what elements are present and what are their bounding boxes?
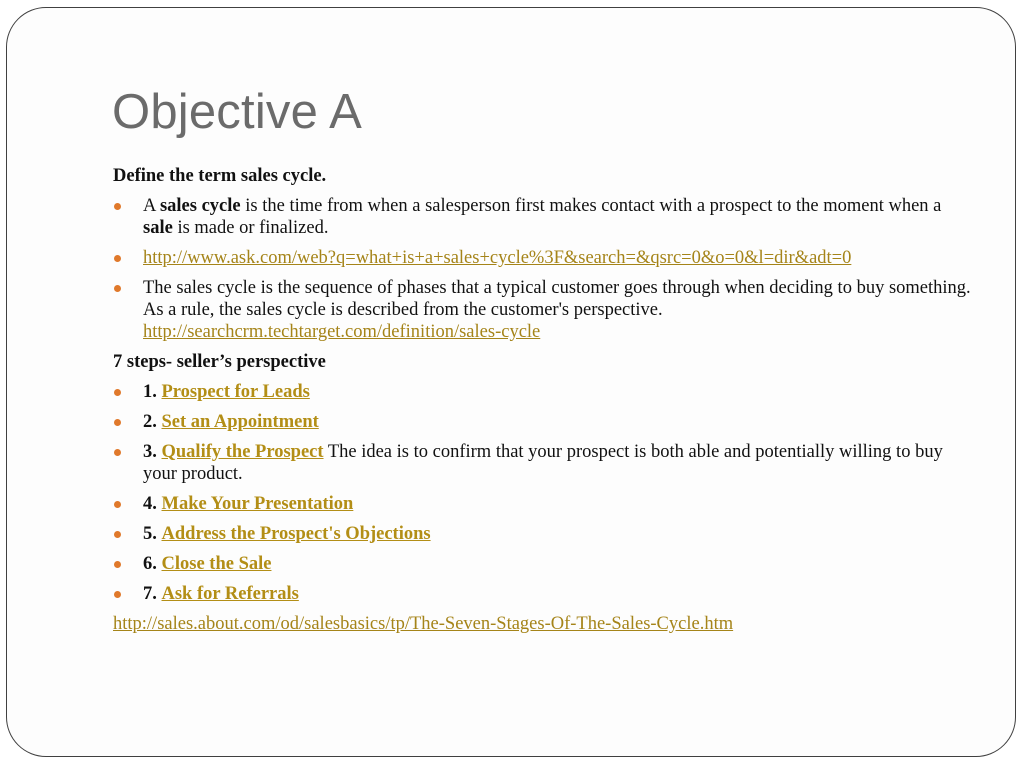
bullet-dot-icon — [114, 419, 121, 426]
step-number: 1. — [143, 382, 157, 402]
about-com-link[interactable]: http://sales.about.com/od/salesbasics/tp/The-Seven-Stages-Of-The-Sales-Cycle.htm — [113, 614, 734, 634]
bullet-dot-icon — [114, 285, 121, 292]
step-item — [113, 553, 973, 575]
bullet-dot-icon — [114, 449, 121, 456]
list-item — [113, 195, 973, 239]
bullet-dot-icon — [114, 389, 121, 396]
slide-title: Objective A — [112, 85, 363, 139]
step-number: 2. — [143, 412, 157, 432]
bullet-dot-icon — [114, 531, 121, 538]
section-heading-definition: Define the term sales cycle. — [113, 166, 327, 186]
step-number: 4. — [143, 494, 157, 514]
step-number: 7. — [143, 584, 157, 604]
bullet-dot-icon — [114, 203, 121, 210]
term-sales-cycle: sales cycle — [159, 196, 241, 216]
ask-com-link[interactable]: http://www.ask.com/web?q=what+is+a+sales+cycle%3F&search=&qsrc=0&o=0&l=dir&adt=0 — [143, 248, 852, 268]
term-sale: sale — [143, 218, 173, 238]
step-item — [113, 441, 973, 485]
bullet-text-prefix: A — [143, 196, 160, 216]
step-link-ask-referrals[interactable]: Ask for Referrals — [161, 584, 299, 604]
step-link-make-presentation[interactable]: Make Your Presentation — [161, 494, 354, 514]
list-item — [113, 277, 973, 343]
bullet-dot-icon — [114, 255, 121, 262]
step-link-prospect-for-leads[interactable]: Prospect for Leads — [161, 382, 310, 402]
techtarget-link[interactable]: http://searchcrm.techtarget.com/definition/sales-cycle — [143, 322, 541, 342]
bullet-dot-icon — [114, 501, 121, 508]
definition-list — [113, 195, 973, 343]
step-number: 5. — [143, 524, 157, 544]
source-paragraph — [113, 613, 973, 635]
step-link-close-sale[interactable]: Close the Sale — [161, 554, 272, 574]
step-link-qualify-prospect[interactable]: Qualify the Prospect — [161, 442, 324, 462]
bullet-text-suffix: is made or finalized. — [172, 218, 329, 238]
step-item — [113, 411, 973, 433]
step-number: 6. — [143, 554, 157, 574]
step-number: 3. — [143, 442, 157, 462]
step-description: The idea is to confirm that your prospect is both able and potentially willing to buy your product. — [143, 442, 943, 484]
list-item — [113, 247, 973, 269]
step-item — [113, 493, 973, 515]
step-item — [113, 523, 973, 545]
sales-cycle-description: The sales cycle is the sequence of phases that a typical customer goes through when deciding to buy something. As a rule, the sales cycle is described from the customer's perspective. — [143, 278, 971, 320]
step-item — [113, 583, 973, 605]
steps-list — [113, 381, 973, 605]
bullet-dot-icon — [114, 561, 121, 568]
section-heading-steps: 7 steps- seller’s perspective — [113, 352, 326, 372]
slide-content — [113, 165, 973, 643]
step-link-address-objections[interactable]: Address the Prospect's Objections — [161, 524, 431, 544]
bullet-dot-icon — [114, 591, 121, 598]
step-item — [113, 381, 973, 403]
step-link-set-appointment[interactable]: Set an Appointment — [161, 412, 319, 432]
bullet-text-middle: is the time from when a salesperson first makes contact with a prospect to the moment when a — [240, 196, 942, 216]
